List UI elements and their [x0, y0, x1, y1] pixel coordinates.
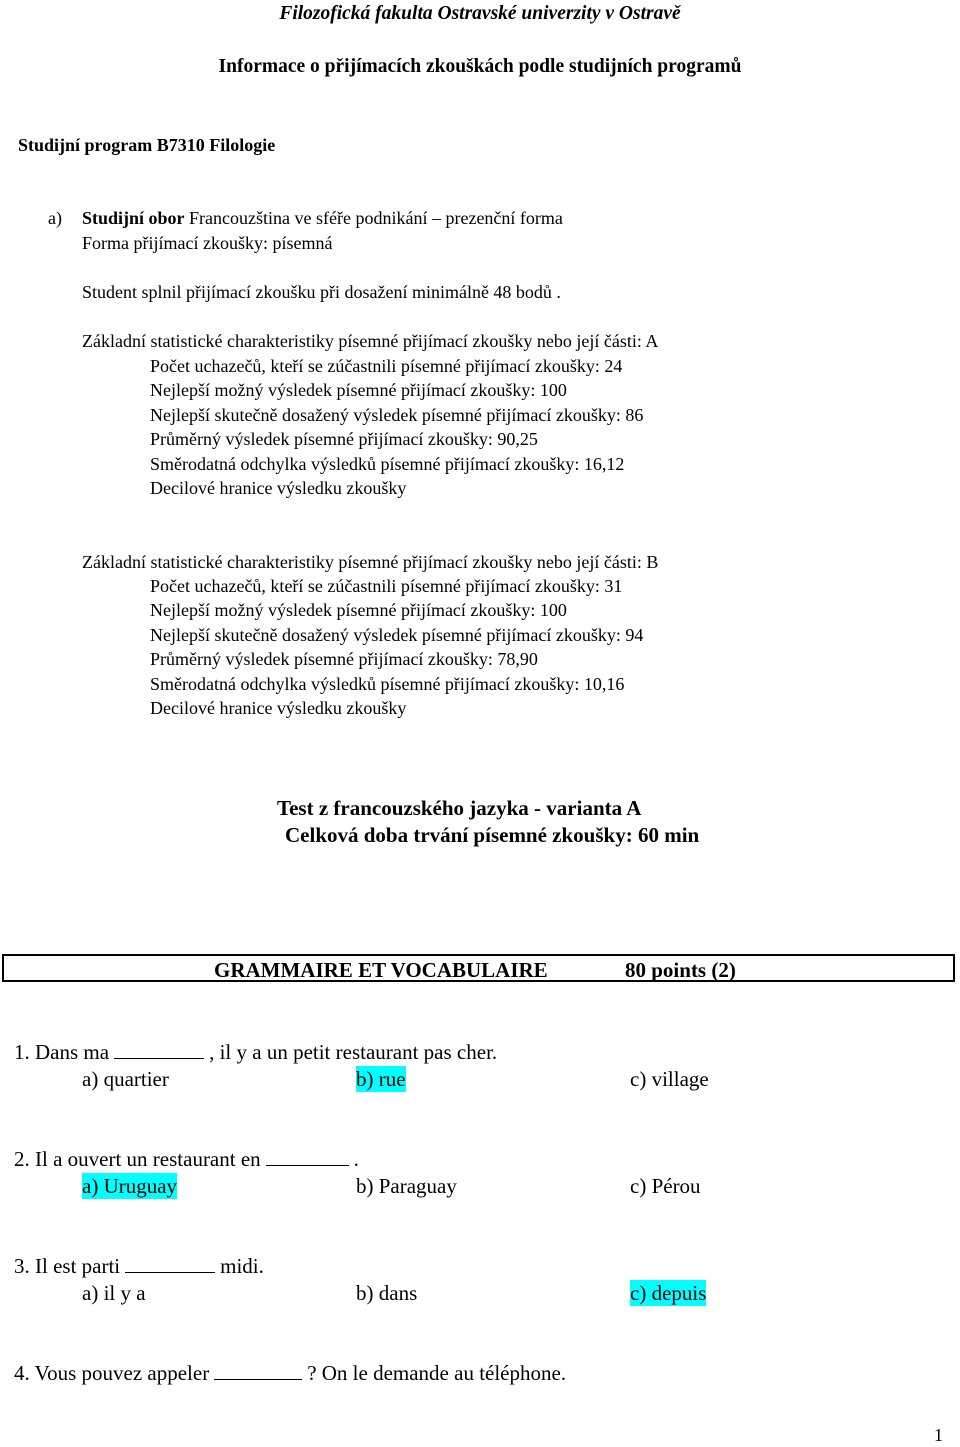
question-1-option-b[interactable]: b) rue — [356, 1067, 406, 1091]
section-title: GRAMMAIRE ET VOCABULAIRE — [214, 958, 548, 982]
test-duration: Celková doba trvání písemné zkoušky: 60 min — [285, 823, 700, 847]
document-title: Informace o přijímacích zkouškách podle studijních programů — [218, 56, 742, 77]
stats-b-heading: Základní statistické charakteristiky písemné přijímací zkoušky nebo její části: B — [82, 552, 659, 572]
question-1-option-c[interactable]: c) village — [630, 1067, 709, 1091]
stats-a-line: Decilové hranice výsledku zkoušky — [150, 478, 407, 498]
test-title: Test z francouzského jazyka - varianta A — [277, 796, 642, 820]
stats-b-line: Decilové hranice výsledku zkoušky — [150, 698, 407, 718]
question-4 — [14, 1360, 566, 1386]
exam-form: Forma přijímací zkoušky: písemná — [82, 233, 333, 253]
field-value: Francouzština ve sféře podnikání – prezenční forma — [184, 208, 563, 228]
question-4-text-after: ? On le demande au téléphone. — [307, 1361, 567, 1385]
question-1-option-a[interactable]: a) quartier — [82, 1067, 169, 1091]
stats-a-line: Nejlepší skutečně dosažený výsledek písemné přijímací zkoušky: 86 — [150, 405, 644, 425]
question-2-option-c[interactable]: c) Pérou — [630, 1174, 701, 1198]
faculty-title: Filozofická fakulta Ostravské univerzity v Ostravě — [279, 3, 681, 24]
stats-a-heading: Základní statistické charakteristiky písemné přijímací zkoušky nebo její části: A — [82, 331, 659, 351]
stats-b-line: Nejlepší skutečně dosažený výsledek písemné přijímací zkoušky: 94 — [150, 625, 644, 645]
stats-a-line: Směrodatná odchylka výsledků písemné přijímací zkoušky: 16,12 — [150, 454, 625, 474]
question-2-text-after: . — [353, 1147, 359, 1171]
question-2-option-a[interactable]: a) Uruguay — [82, 1174, 178, 1198]
question-3 — [14, 1253, 264, 1279]
study-program: Studijní program B7310 Filologie — [18, 135, 276, 155]
question-3-text-after: midi. — [220, 1254, 264, 1278]
question-3-blank[interactable] — [125, 1271, 215, 1273]
stats-b-line: Nejlepší možný výsledek písemné přijímací zkoušky: 100 — [150, 600, 567, 620]
question-4-blank[interactable] — [214, 1378, 302, 1380]
question-3-option-b[interactable]: b) dans — [356, 1281, 418, 1305]
stats-b-line: Směrodatná odchylka výsledků písemné přijímací zkoušky: 10,16 — [150, 674, 625, 694]
question-3-option-a[interactable]: a) il y a — [82, 1281, 146, 1305]
question-1-text-before: 1. Dans ma — [14, 1040, 110, 1064]
field-line — [82, 207, 563, 229]
question-2 — [14, 1146, 359, 1172]
question-2-text-before: 2. Il a ouvert un restaurant en — [14, 1147, 261, 1171]
stats-a-line: Průměrný výsledek písemné přijímací zkoušky: 90,25 — [150, 429, 538, 449]
field-label: Studijní obor — [82, 208, 185, 228]
question-1 — [14, 1039, 497, 1065]
question-3-text-before: 3. Il est parti — [14, 1254, 121, 1278]
question-1-text-after: , il y a un petit restaurant pas cher. — [209, 1040, 498, 1064]
stats-b-line: Průměrný výsledek písemné přijímací zkoušky: 78,90 — [150, 649, 538, 669]
question-2-blank[interactable] — [266, 1164, 349, 1166]
stats-a-line: Nejlepší možný výsledek písemné přijímací zkoušky: 100 — [150, 380, 567, 400]
question-3-option-c[interactable]: c) depuis — [630, 1281, 707, 1305]
section-points: 80 points (2) — [625, 958, 736, 982]
question-4-text-before: 4. Vous pouvez appeler — [14, 1361, 210, 1385]
page-number: 1 — [934, 1425, 943, 1445]
field-marker: a) — [48, 208, 62, 228]
section-header-box — [2, 954, 955, 982]
stats-b-line: Počet uchazečů, kteří se zúčastnili písemné přijímací zkoušky: 31 — [150, 576, 623, 596]
stats-a-line: Počet uchazečů, kteří se zúčastnili písemné přijímací zkoušky: 24 — [150, 356, 623, 376]
question-2-option-b[interactable]: b) Paraguay — [356, 1174, 457, 1198]
pass-note: Student splnil přijímací zkoušku při dosažení minimálně 48 bodů . — [82, 282, 561, 302]
question-1-blank[interactable] — [114, 1057, 204, 1059]
